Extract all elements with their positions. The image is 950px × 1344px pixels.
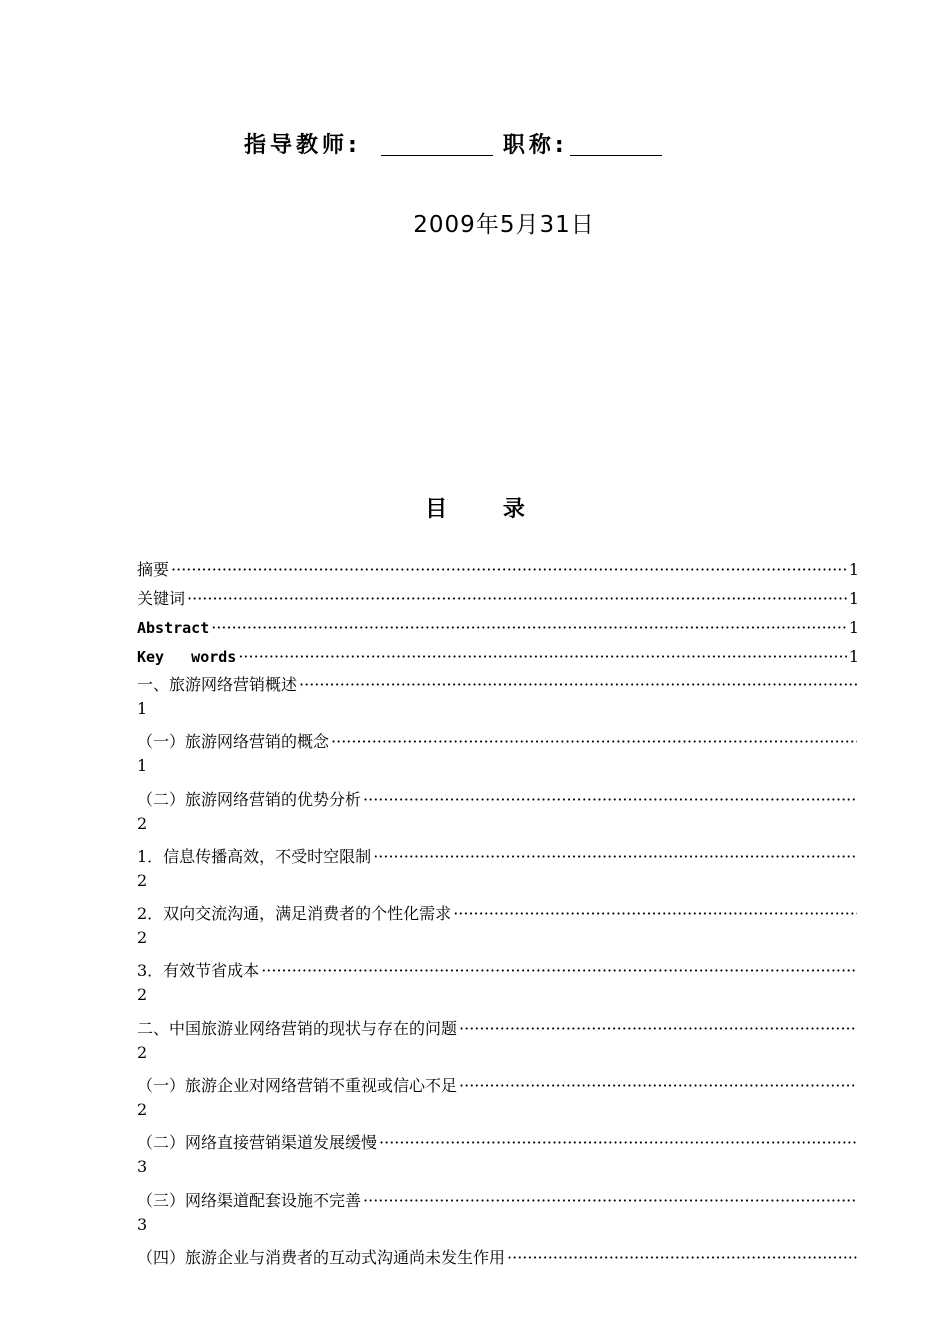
toc-entry xyxy=(137,843,859,900)
toc-entry-page: 2 xyxy=(137,928,148,948)
toc-leader xyxy=(299,671,857,699)
title-label: 职称: xyxy=(502,133,568,158)
toc-entry xyxy=(137,555,859,584)
toc-leader xyxy=(171,555,847,584)
toc-entry-label: Key words xyxy=(137,648,237,666)
table-of-contents xyxy=(137,555,859,1301)
toc-entry-label: （一）旅游网络营销的概念 xyxy=(137,732,330,752)
toc-entry-page: 1 xyxy=(137,699,148,718)
toc-entry xyxy=(137,957,859,1014)
toc-entry-page: 2 xyxy=(137,1042,148,1062)
toc-leader xyxy=(363,1187,857,1215)
toc-leader xyxy=(459,1072,857,1100)
toc-entry-label: （一）旅游企业对网络营销不重视或信心不足 xyxy=(137,1076,458,1096)
toc-leader xyxy=(459,1015,857,1043)
toc-entry-page: 2 xyxy=(137,870,148,890)
toc-entry-label: 二、中国旅游业网络营销的现状与存在的问题 xyxy=(137,1018,458,1038)
advisor-line xyxy=(244,128,662,159)
toc-entry xyxy=(137,1244,859,1301)
toc-leader xyxy=(379,1129,857,1157)
toc-leader xyxy=(331,728,857,756)
toc-entry-page: 2 xyxy=(137,813,148,833)
toc-leader xyxy=(211,613,847,642)
toc-long-entries xyxy=(137,671,859,1301)
toc-short-entries xyxy=(137,555,859,671)
toc-leader xyxy=(363,786,857,814)
toc-entry xyxy=(137,671,859,728)
title-blank xyxy=(570,133,662,156)
toc-entry-page: 1 xyxy=(848,560,859,579)
toc-leader xyxy=(261,957,857,985)
toc-leader xyxy=(238,642,846,671)
toc-entry xyxy=(137,900,859,957)
toc-entry-label: 2．双向交流沟通，满足消费者的个性化需求 xyxy=(137,904,452,924)
toc-entry-page: 1 xyxy=(848,618,859,637)
toc-entry-label: （二）网络直接营销渠道发展缓慢 xyxy=(137,1133,378,1153)
toc-entry-label: 3．有效节省成本 xyxy=(137,961,260,981)
toc-entry-page: 1 xyxy=(848,589,859,608)
toc-entry-page: 1 xyxy=(848,647,859,666)
toc-entry-label: 摘要 xyxy=(137,560,170,579)
toc-entry xyxy=(137,642,859,671)
toc-entry-page: 2 xyxy=(137,1100,148,1120)
toc-leader xyxy=(187,584,847,613)
toc-entry xyxy=(137,1187,859,1244)
toc-entry-label: （二）旅游网络营销的优势分析 xyxy=(137,789,362,809)
toc-leader xyxy=(373,843,857,871)
toc-entry-page: 2 xyxy=(137,985,148,1005)
toc-title: 目 录 xyxy=(425,497,549,522)
toc-entry xyxy=(137,728,859,785)
toc-entry-label: 关键词 xyxy=(137,589,186,608)
date: 2009年5月31日 xyxy=(413,212,595,238)
toc-leader xyxy=(507,1244,857,1272)
toc-entry-label: 一、旅游网络营销概述 xyxy=(137,675,298,694)
toc-entry-page: 3 xyxy=(137,1157,148,1177)
toc-entry-page: 1 xyxy=(137,756,148,776)
toc-entry-label: （四）旅游企业与消费者的互动式沟通尚未发生作用 xyxy=(137,1247,506,1267)
toc-entry-page: 3 xyxy=(137,1214,148,1234)
toc-entry-label: （三）网络渠道配套设施不完善 xyxy=(137,1190,362,1210)
toc-entry xyxy=(137,1072,859,1129)
toc-entry xyxy=(137,786,859,843)
advisor-blank xyxy=(381,133,493,156)
toc-entry-label: Abstract xyxy=(137,619,210,637)
toc-entry xyxy=(137,584,859,613)
toc-entry xyxy=(137,1129,859,1186)
toc-entry xyxy=(137,1015,859,1072)
toc-entry xyxy=(137,613,859,642)
advisor-label: 指导教师: xyxy=(244,133,361,158)
toc-entry-label: 1．信息传播高效，不受时空限制 xyxy=(137,846,372,866)
toc-leader xyxy=(453,900,857,928)
